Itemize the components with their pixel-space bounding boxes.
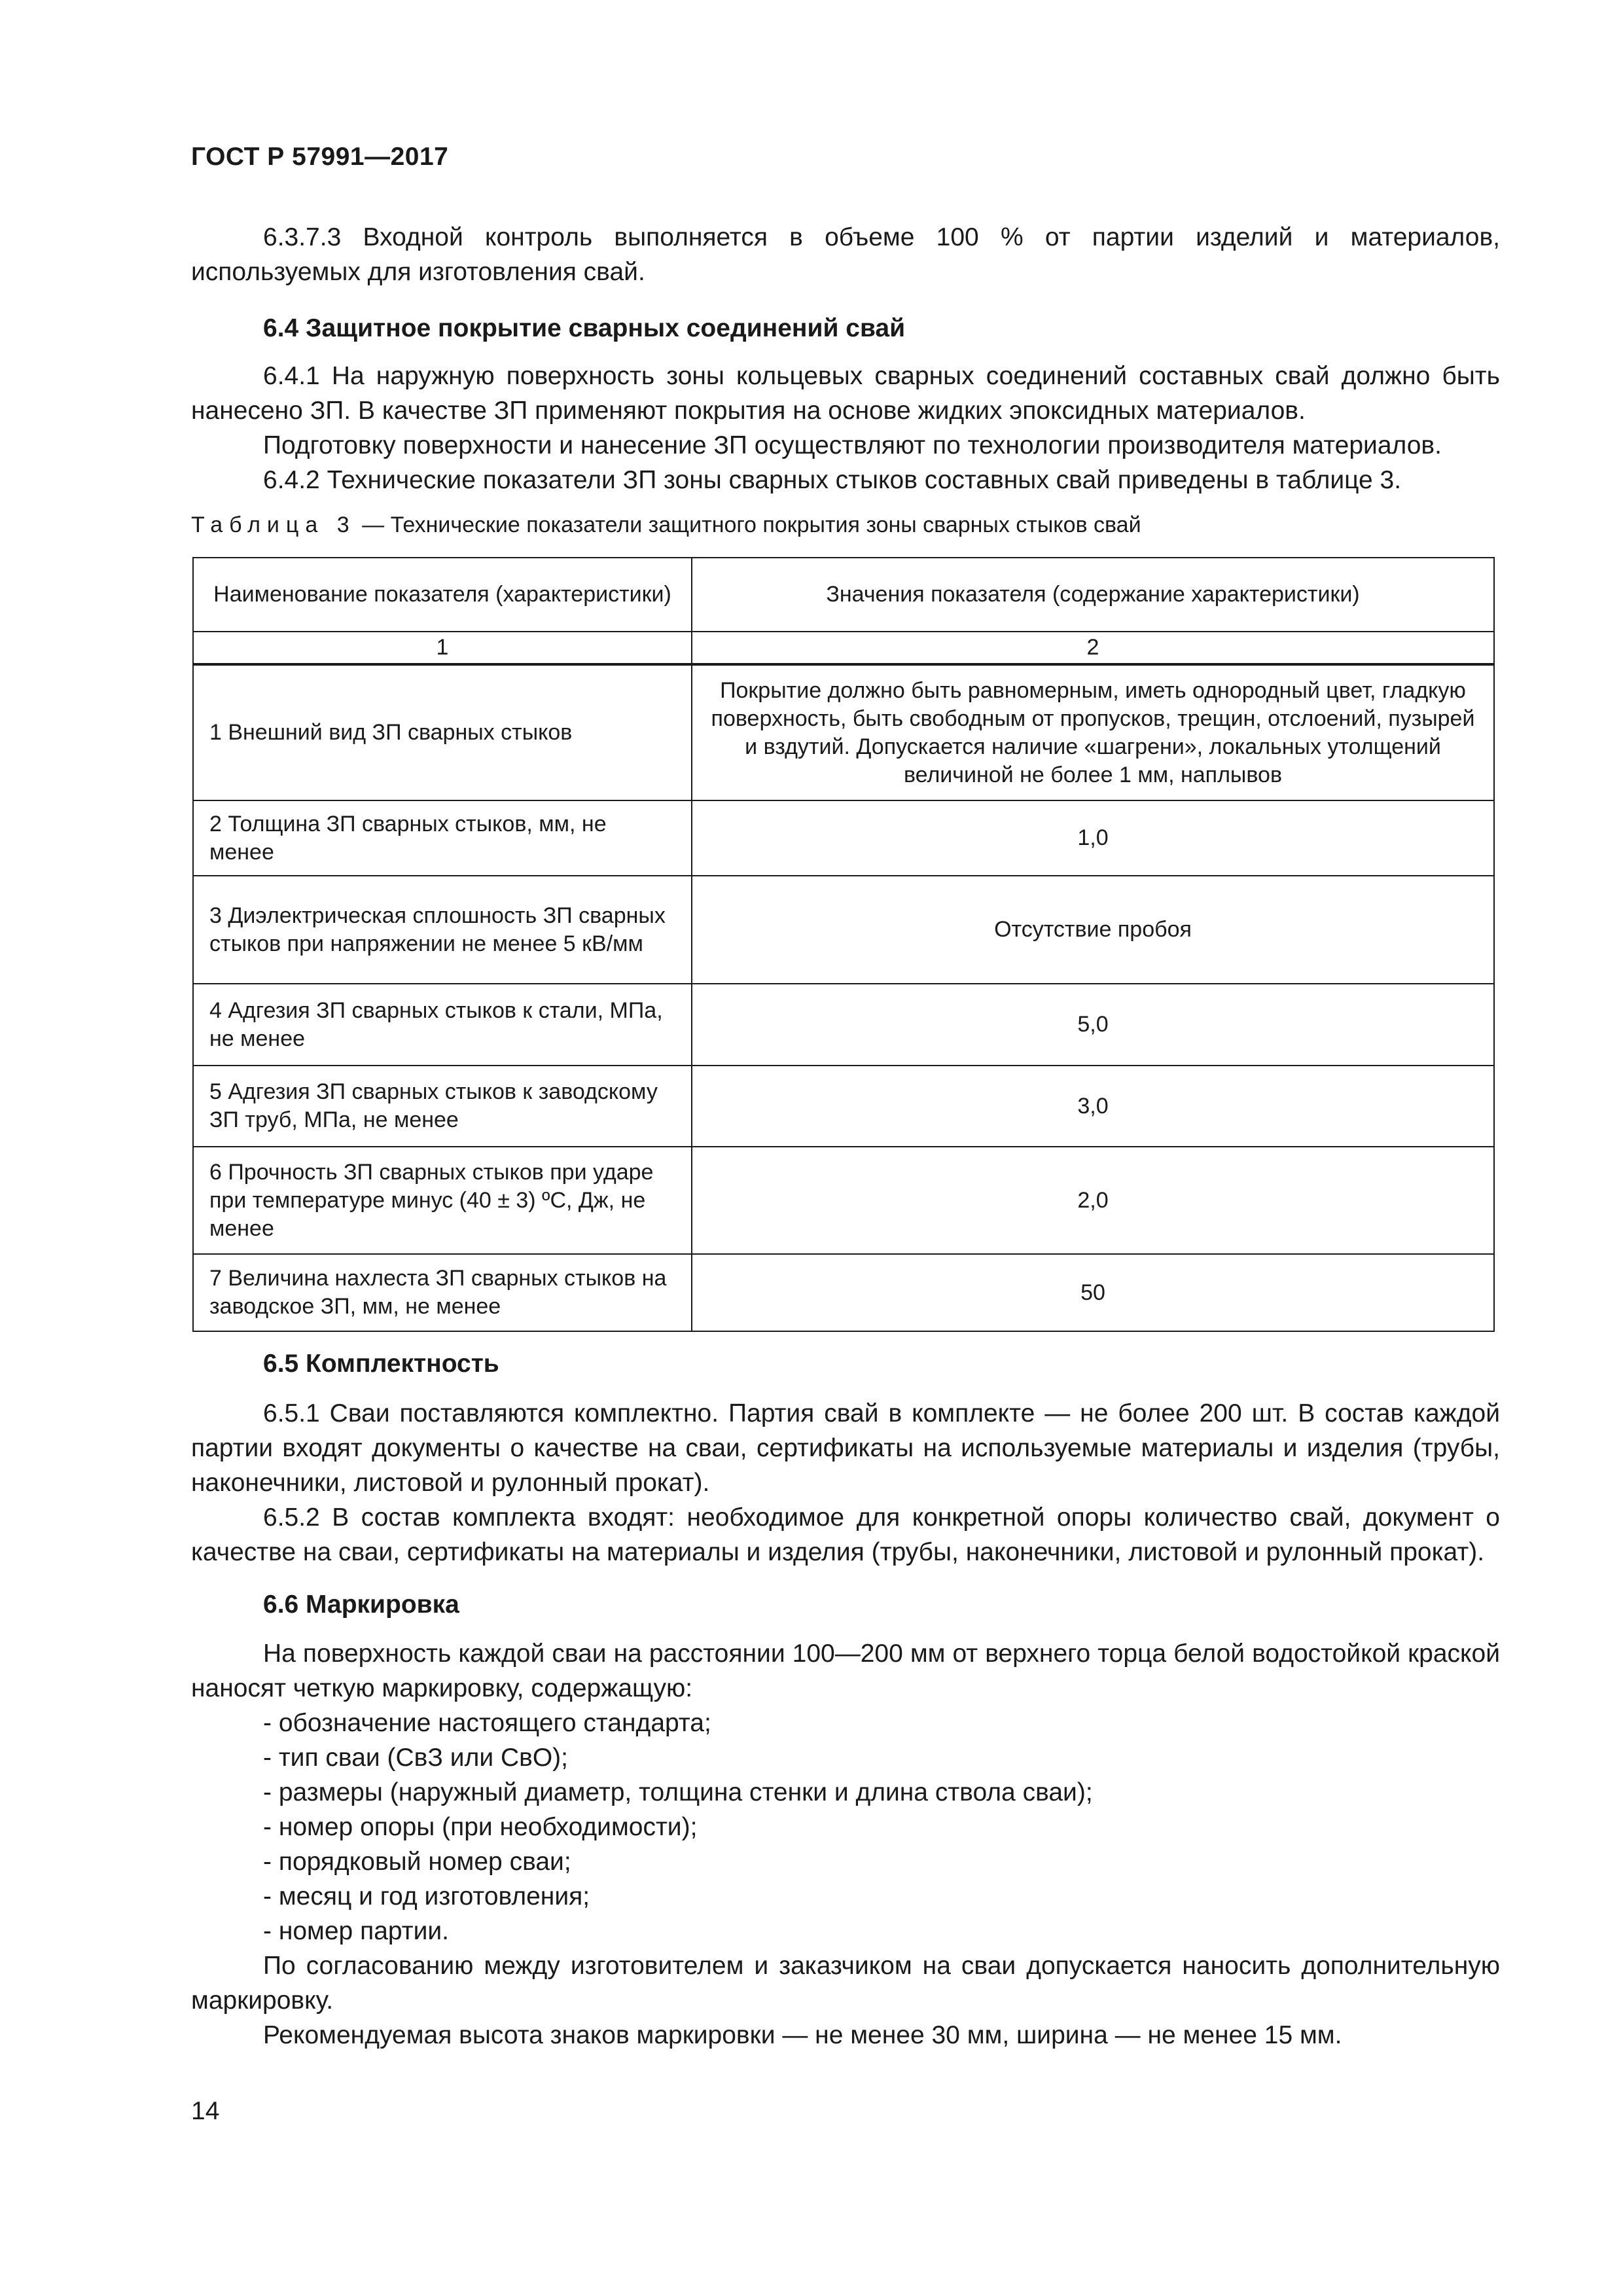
section-6-4-title: 6.4 Защитное покрытие сварных соединений свай [263,314,906,342]
table-3-label: Таблица 3 [191,512,356,537]
header-cell-name: Наименование показателя (характеристики) [193,558,692,632]
row-value-cell: 50 [692,1254,1494,1331]
page-number: 14 [191,2097,220,2125]
table-header-row [193,558,1494,632]
section-6-6-title: 6.6 Маркировка [263,1590,459,1619]
list-item: - номер опоры (при необходимости); [263,1813,698,1841]
header-cell-value: Значения показателя (содержание характеристики) [692,558,1494,632]
row-name-cell: 3 Диэлектрическая сплошность ЗП сварных стыков при напряжении не менее 5 кВ/мм [193,876,692,984]
table-row [193,1066,1494,1147]
column-number-1: 1 [193,632,692,664]
row-name-cell: 6 Прочность ЗП сварных стыков при ударе при температуре минус (40 ± 3) ºС, Дж, не менее [193,1147,692,1254]
table-row [193,664,1494,800]
row-value-cell: Отсутствие пробоя [692,876,1494,984]
row-value-cell: Покрытие должно быть равномерным, иметь однородный цвет, гладкую поверхность, быть свободным от пропусков, трещин, отслоений, пузырей и вздутий. Допускается наличие «шагрени», локальных утолщений величиной не более 1 мм, наплывов [692,664,1494,800]
paragraph-6-3-7-3: 6.3.7.3 Входной контроль выполняется в объеме 100 % от партии изделий и материалов, используемых для изготовления свай. [191,223,1500,286]
paragraph-6-6-intro: На поверхность каждой сваи на расстоянии 100—200 мм от верхнего торца белой водостойкой краской наносят четкую маркировку, содержащую: [191,1640,1500,1702]
list-item: - месяц и год изготовления; [263,1882,590,1910]
list-item: - порядковый номер сваи; [263,1848,571,1876]
marking-list [263,1706,1093,1948]
row-name-cell: 4 Адгезия ЗП сварных стыков к стали, МПа, не менее [193,984,692,1066]
paragraph-6-4-prep: Подготовку поверхности и нанесение ЗП осуществляют по технологии производителя материалов. [263,431,1442,459]
row-name-cell: 2 Толщина ЗП сварных стыков, мм, не менее [193,800,692,876]
table-row [193,1254,1494,1331]
paragraph-6-4-2: 6.4.2 Технические показатели ЗП зоны сварных стыков составных свай приведены в таблице 3. [263,466,1402,494]
paragraph-6-5-1: 6.5.1 Сваи поставляются комплектно. Партия свай в комплекте — не более 200 шт. В состав каждой партии входят документы о качестве на сваи, сертификаты на используемые материалы и изделия (трубы, наконечники, листовой и рулонный прокат). [191,1399,1500,1497]
table-row [193,1147,1494,1254]
paragraph-6-5-2: 6.5.2 В состав комплекта входят: необходимое для конкретной опоры количество свай, документ о качестве на сваи, сертификаты на материалы и изделия (трубы, наконечники, листовой и рулонный прокат). [191,1503,1500,1566]
row-name-cell: 5 Адгезия ЗП сварных стыков к заводскому ЗП труб, МПа, не менее [193,1066,692,1147]
row-value-cell: 1,0 [692,800,1494,876]
table-row [193,800,1494,876]
list-item: - обозначение настоящего стандарта; [263,1709,711,1737]
list-item: - номер партии. [263,1917,449,1945]
row-name-cell: 7 Величина нахлеста ЗП сварных стыков на заводское ЗП, мм, не менее [193,1254,692,1331]
column-number-2: 2 [692,632,1494,664]
table-3-caption [191,512,1141,538]
row-value-cell: 5,0 [692,984,1494,1066]
column-number-row [193,632,1494,664]
row-name-cell: 1 Внешний вид ЗП сварных стыков [193,664,692,800]
table-3 [192,557,1495,1332]
table-3-title: — Технические показатели защитного покрытия зоны сварных стыков свай [355,512,1141,537]
paragraph-6-6-size: Рекомендуемая высота знаков маркировки — не менее 30 мм, ширина — не менее 15 мм. [263,2021,1342,2049]
table-row [193,876,1494,984]
section-6-5-title: 6.5 Комплектность [263,1350,499,1378]
paragraph-6-4-1: 6.4.1 На наружную поверхность зоны кольцевых сварных соединений составных свай должно быть нанесено ЗП. В качестве ЗП применяют покрытия на основе жидких эпоксидных материалов. [191,362,1500,425]
paragraph-6-6-additional: По согласованию между изготовителем и заказчиком на сваи допускается наносить дополнительную маркировку. [191,1952,1500,2015]
list-item: - тип сваи (СвЗ или СвО); [263,1744,568,1772]
standard-code: ГОСТ Р 57991—2017 [191,143,449,171]
table-row [193,984,1494,1066]
row-value-cell: 2,0 [692,1147,1494,1254]
list-item: - размеры (наружный диаметр, толщина стенки и длина ствола сваи); [263,1778,1093,1806]
row-value-cell: 3,0 [692,1066,1494,1147]
